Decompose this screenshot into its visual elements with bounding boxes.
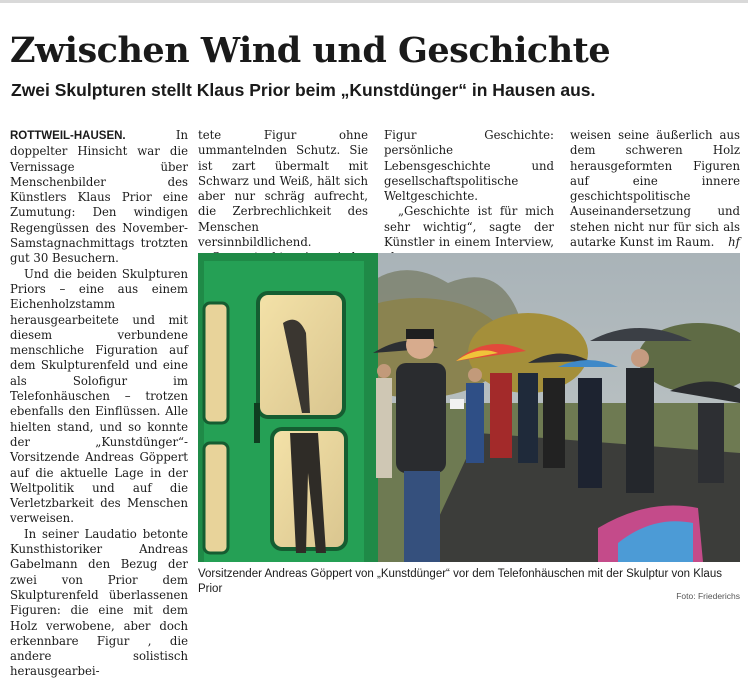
author-initials: hf [728,235,740,250]
article-paragraph [570,128,740,250]
article-headline: Zwischen Wind und Geschichte [10,30,611,71]
paragraph-text: weisen seine äußerlich aus dem schweren Holz herausgeformten Figuren auf eine innere geschichtspolitische Auseinandersetzung und stehen nicht nur für sich als autarke Kunst im Raum. [570,128,740,250]
article-paragraph: tete Figur ohne ummantelnden Schutz. Sie ist zart übermalt mit Schwarz und Weiß, hält sich aber nur schräg aufrecht, die Zerbrechlichkeit des Menschen versinnbildlichend. [198,128,368,250]
article-column-3 [384,128,554,266]
article-paragraph: Figur Geschichte: persönliche Lebensgeschichte und gesellschaftspolitische Weltgeschichte. [384,128,554,204]
article-paragraph: „Geschichte ist für mich sehr wichtig“, sagte der Künstler in einem Interview, [384,204,554,250]
photo-illustration [198,253,740,562]
article-photo [198,253,740,562]
paragraph-text: In doppelter Hinsicht war die Vernissage über Menschenbilder des Künstlers Klaus Prior eine Zumutung: Den windigen Regengüssen des November-Samstagnachmittags trotzten gut 30 Besuchern. [10,128,188,266]
photo-credit: Foto: Friederichs [676,591,740,601]
article-column-1 [10,128,188,680]
telephone-booth [198,253,378,562]
article-paragraph: Und die beiden Skulpturen Priors – eine aus einem Eichenholzstamm herausgearbeitete und mit diesem verbundene menschliche Figuration auf dem Skulpturenfeld und eine als Solofigur im Telefonhäuschen – trotzen ebenfalls den Einflüssen. Alle hielten stand, und so konnte der „Kunstdünger“-Vorsitzende Andreas Göppert auf die aktuelle Lage in der Weltpolitik und auf die Verletzbarkeit des Menschen verweisen. [10,266,188,526]
article-subheadline: Zwei Skulpturen stellt Klaus Prior beim „Kunstdünger“ in Hausen aus. [11,80,596,100]
article-paragraph: In seiner Laudatio betonte Kunsthistoriker Andreas Gabelmann den Bezug der zwei von Prior dem Skulpturenfeld überlassenen Figuren: die eine mit dem Holz verwobene, aber doch erkennbare Figur , die andere solistisch herausgearbei- [10,526,188,679]
top-rule [0,0,748,3]
photo-caption: Vorsitzender Andreas Göppert von „Kunstdünger“ vor dem Telefonhäuschen mit der Skulptur von Klaus Prior [198,568,722,595]
article-column-4 [570,128,740,250]
article-paragraph [10,128,188,267]
dateline: ROTTWEIL-HAUSEN. [10,130,126,142]
